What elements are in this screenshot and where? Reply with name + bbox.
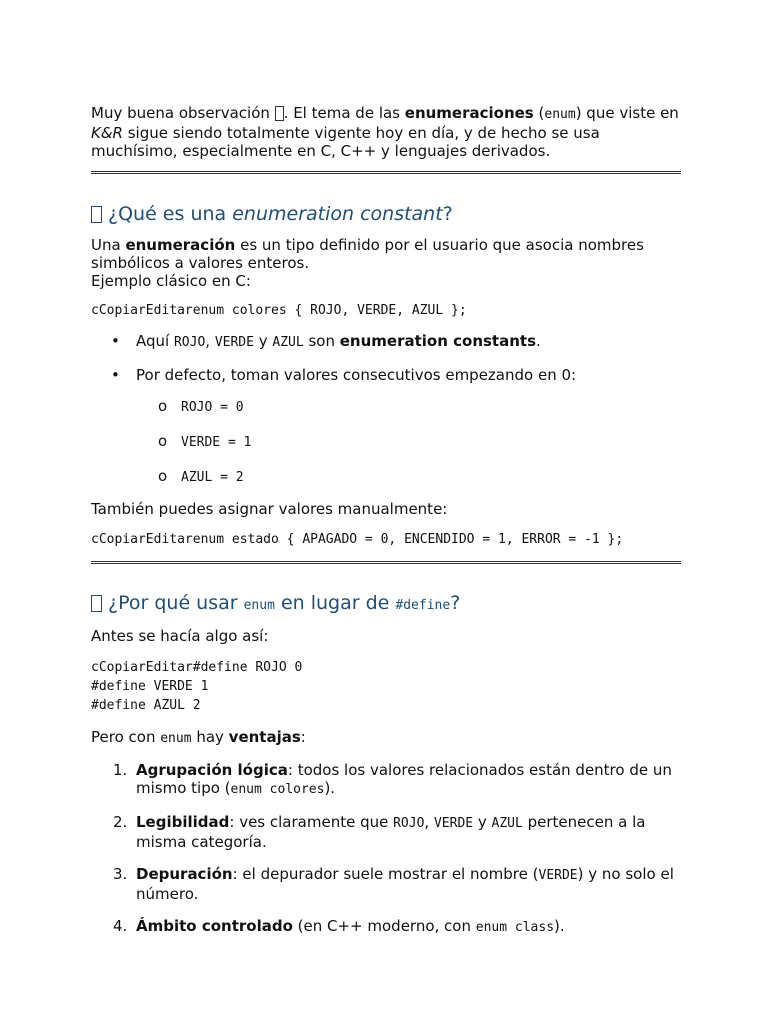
item-bold: Legibilidad <box>136 813 230 831</box>
para-bold: ventajas <box>228 728 301 746</box>
item-number: 4. <box>113 917 128 935</box>
sub-item-code: VERDE = 1 <box>181 435 252 450</box>
section2-paragraph-2 <box>91 728 681 748</box>
intro-code: enum <box>544 107 576 122</box>
item-number: 3. <box>113 865 128 883</box>
item-text: : todos los valores relacionados están dentro de un mismo tipo ( <box>136 761 672 797</box>
sub-marker: o <box>158 467 168 485</box>
heading-emphasis: enumeration constant <box>232 203 443 225</box>
intro-text: . El tema de las <box>283 104 405 122</box>
intro-text: ) que viste en <box>575 104 679 122</box>
section2-heading <box>91 591 681 618</box>
item-bold: Agrupación lógica <box>136 761 288 779</box>
para-text: hay <box>191 728 229 746</box>
item-text: ). <box>554 917 565 935</box>
para-text: : <box>300 728 306 746</box>
sub-list-item <box>91 432 681 452</box>
item-bold: Ámbito controlado <box>136 917 293 935</box>
para-text: Pero con <box>91 728 161 746</box>
sub-marker: o <box>158 432 168 450</box>
sub-list-item <box>91 467 681 487</box>
item-text: : el depurador suele mostrar el nombre ( <box>232 865 539 883</box>
item-text: Aquí <box>136 332 174 350</box>
item-text: : ves claramente que <box>229 813 394 831</box>
sub-item-code: AZUL = 2 <box>181 470 244 485</box>
item-code: enum colores <box>230 782 325 797</box>
numbered-item <box>91 761 681 799</box>
item-number: 1. <box>113 761 128 779</box>
item-text: . <box>536 332 541 350</box>
item-text: (en C++ moderno, con <box>292 917 476 935</box>
emoji-placeholder-icon <box>91 595 102 612</box>
intro-text: ( <box>533 104 545 122</box>
sub-list-item <box>91 397 681 417</box>
section1-paragraph <box>91 236 681 290</box>
section1-heading <box>91 202 681 226</box>
list-item <box>91 332 681 352</box>
sub-item-code: ROJO = 0 <box>181 400 244 415</box>
intro-italic: K&R <box>91 124 123 142</box>
heading-text: ¿Por qué usar <box>108 592 244 614</box>
numbered-item <box>91 865 681 903</box>
heading-text: ? <box>450 592 461 614</box>
item-code: AZUL <box>272 335 304 350</box>
intro-paragraph <box>91 104 681 160</box>
item-number: 2. <box>113 813 128 831</box>
item-text: son <box>303 332 340 350</box>
document-page <box>91 104 681 937</box>
bullet-list <box>91 332 681 384</box>
item-text: , <box>424 813 434 831</box>
item-code: ROJO <box>173 335 206 350</box>
sub-list <box>91 397 681 487</box>
code-block: cCopiarEditarenum estado { APAGADO = 0, ENCENDIDO = 1, ERROR = -1 }; <box>91 532 624 547</box>
item-bold: Depuración <box>136 865 233 883</box>
heading-text: ? <box>442 203 453 225</box>
item-text: pertenecen a la misma categoría. <box>136 813 646 851</box>
item-text: y <box>253 332 273 350</box>
item-text: , <box>205 332 215 350</box>
item-code: AZUL <box>491 816 523 831</box>
emoji-placeholder-icon <box>275 106 284 121</box>
numbered-item <box>91 813 681 851</box>
code-block: cCopiarEditarenum colores { ROJO, VERDE, AZUL }; <box>91 303 467 318</box>
item-bold: enumeration constants <box>339 332 536 350</box>
item-text: ) y no solo el número. <box>136 865 674 903</box>
item-code: enum class <box>475 920 555 935</box>
code-block: cCopiarEditar#define ROJO 0 #define VERDE 1 #define AZUL 2 <box>91 660 303 713</box>
para-text: Ejemplo clásico en C: <box>91 272 251 290</box>
emoji-placeholder-icon <box>91 206 102 223</box>
item-code: VERDE <box>214 335 254 350</box>
heading-code: #define <box>395 598 451 613</box>
intro-text: sigue siendo totalmente vigente hoy en día, y de hecho se usa muchísimo, especialmente en C, C++ y lenguajes derivados. <box>91 124 600 160</box>
numbered-list <box>91 761 681 937</box>
heading-code: enum <box>243 598 275 613</box>
para-text: es un tipo definido por el usuario que asocia nombres simbólicos a valores enteros. <box>91 236 644 272</box>
item-text: ). <box>324 779 336 797</box>
para-text: Una <box>91 236 126 254</box>
para-code: enum <box>160 731 192 746</box>
heading-text: ¿Qué es una <box>108 203 233 225</box>
section1-paragraph-2: También puedes asignar valores manualmente: <box>91 500 448 518</box>
item-code: ROJO <box>393 816 425 831</box>
heading-text: en lugar de <box>274 592 396 614</box>
divider <box>91 561 681 564</box>
intro-text: Muy buena observación <box>91 104 275 122</box>
item-code: VERDE <box>433 816 474 831</box>
item-code: VERDE <box>538 868 578 883</box>
para-bold: enumeración <box>125 236 236 254</box>
section2-paragraph: Antes se hacía algo así: <box>91 627 269 645</box>
sub-marker: o <box>158 397 168 415</box>
item-text: y <box>473 813 492 831</box>
numbered-item <box>91 917 681 937</box>
intro-bold: enumeraciones <box>404 104 534 122</box>
divider <box>91 171 681 174</box>
list-item: • Por defecto, toman valores consecutivos empezando en 0: <box>91 366 681 384</box>
